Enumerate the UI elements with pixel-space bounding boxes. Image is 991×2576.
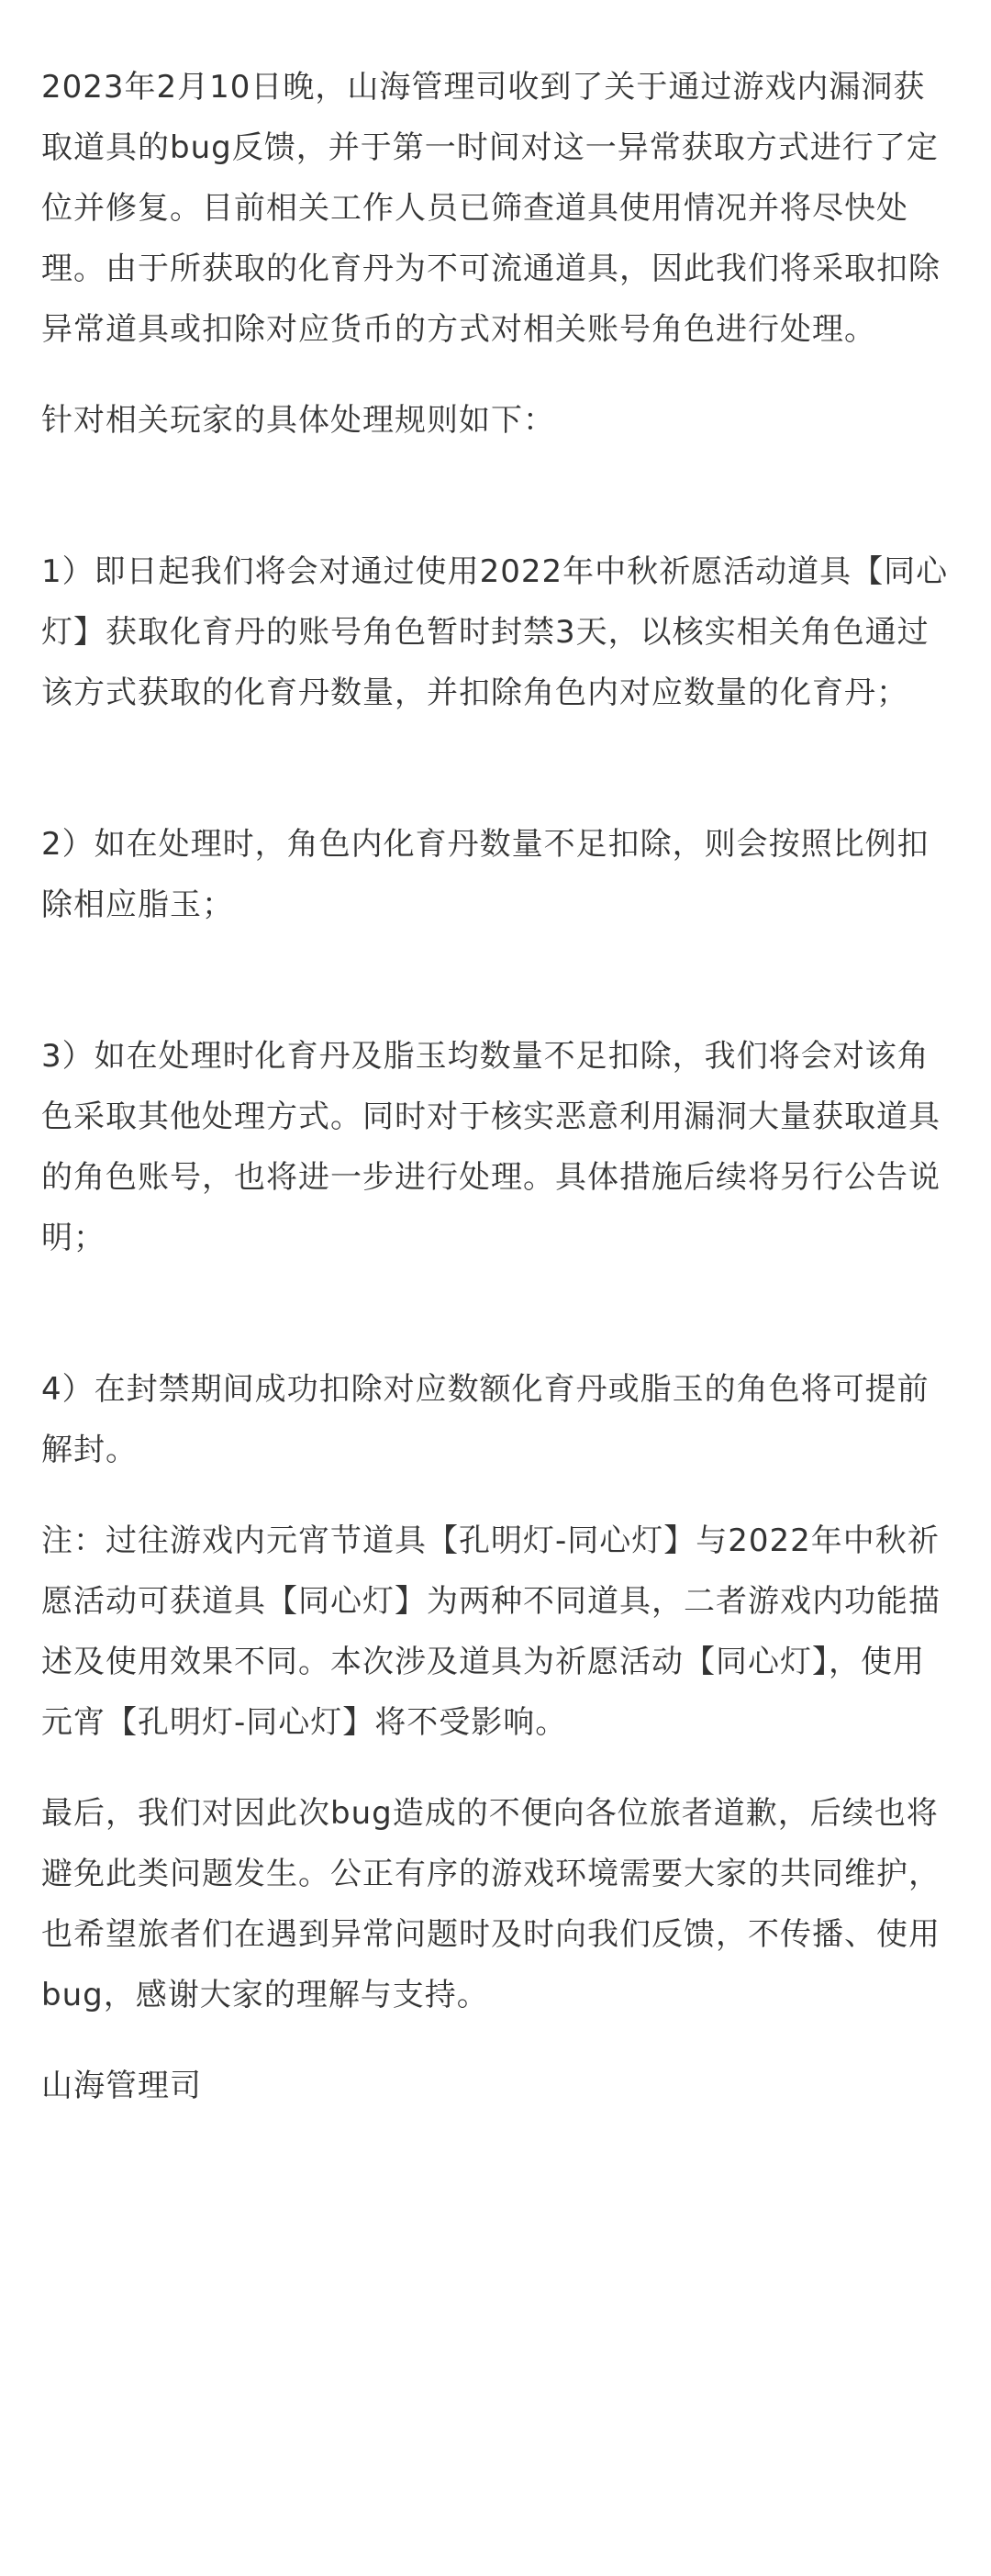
rule-item-2: 2）如在处理时，角色内化育丹数量不足扣除，则会按照比例扣除相应脂玉；	[41, 826, 930, 923]
signature: 山海管理司	[41, 2068, 202, 2104]
closing-paragraph: 最后，我们对因此次bug造成的不便向各位旅者道歉，后续也将避免此类问题发生。公正有序的游戏环境需要大家的共同维护，也希望旅者们在遇到异常问题时及时向我们反馈，不传播、使用bug，感谢大家的理解与支持。	[41, 1795, 941, 2013]
rule-item-4: 4）在封禁期间成功扣除对应数额化育丹或脂玉的角色将可提前解封。	[41, 1371, 930, 1468]
note-paragraph: 注：过往游戏内元宵节道具【孔明灯-同心灯】与2022年中秋祈愿活动可获道具【同心灯】为两种不同道具，二者游戏内功能描述及使用效果不同。本次涉及道具为祈愿活动【同心灯】，使用元宵【孔明灯-同心灯】将不受影响。	[41, 1522, 941, 1741]
rule-item-3: 3）如在处理时化育丹及脂玉均数量不足扣除，我们将会对该角色采取其他处理方式。同时对于核实恶意利用漏洞大量获取道具的角色账号，也将进一步进行处理。具体措施后续将另行公告说明；	[41, 1038, 941, 1256]
announcement-article	[41, 57, 954, 2116]
rule-item-1: 1）即日起我们将会对通过使用2022年中秋祈愿活动道具【同心灯】获取化育丹的账号角色暂时封禁3天，以核实相关角色通过该方式获取的化育丹数量，并扣除角色内对应数量的化育丹；	[41, 553, 949, 711]
intro-paragraph: 2023年2月10日晚，山海管理司收到了关于通过游戏内漏洞获取道具的bug反馈，并于第一时间对这一异常获取方式进行了定位并修复。目前相关工作人员已筛查道具使用情况并将尽快处理。由于所获取的化育丹为不可流通道具，因此我们将采取扣除异常道具或扣除对应货币的方式对相关账号角色进行处理。	[41, 69, 941, 348]
rules-heading: 针对相关玩家的具体处理规则如下：	[41, 402, 555, 439]
